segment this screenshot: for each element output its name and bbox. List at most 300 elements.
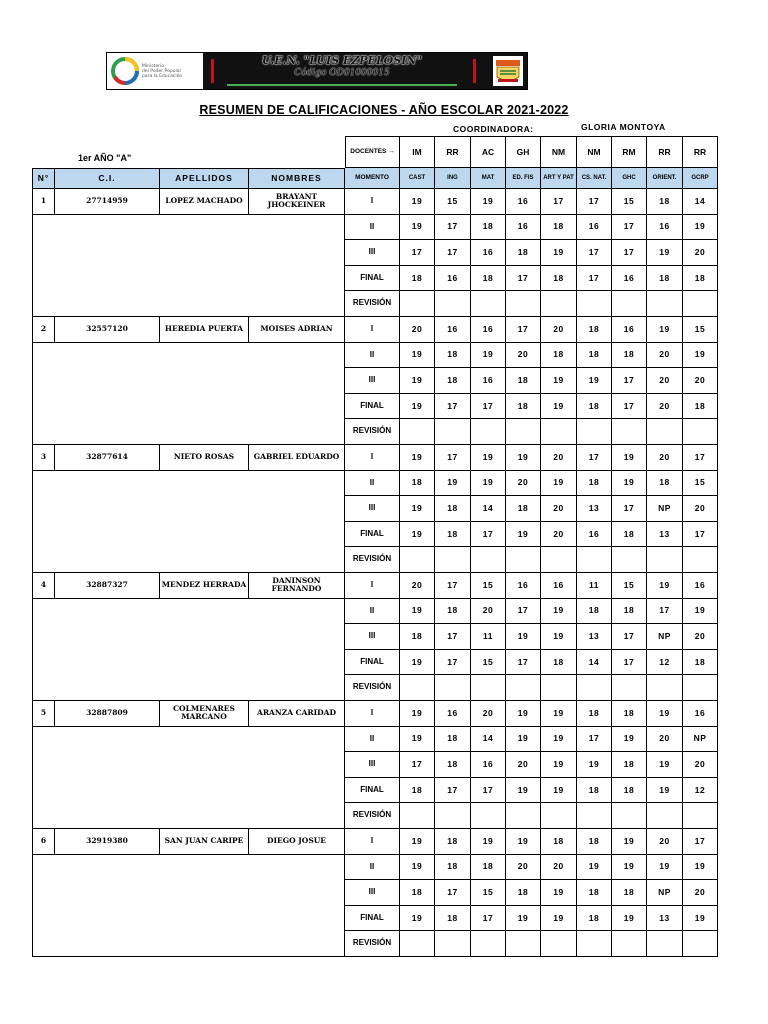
grade-cell xyxy=(647,803,683,829)
grade-cell xyxy=(506,675,541,701)
teacher-initials: GH xyxy=(506,136,541,168)
student-apellidos: HEREDIA PUERTA xyxy=(160,317,249,343)
grade-cell: 17 xyxy=(541,189,577,215)
momento-label: FINAL xyxy=(345,778,400,804)
momento-label: I xyxy=(345,445,400,471)
grade-cell: 15 xyxy=(435,189,471,215)
momento-label: I xyxy=(345,317,400,343)
grade-cell: 20 xyxy=(647,368,683,394)
momento-label: REVISIÓN xyxy=(345,419,400,445)
grade-cell: 19 xyxy=(683,215,718,241)
grade-cell xyxy=(612,931,647,957)
grade-cell: 16 xyxy=(683,701,718,727)
grade-cell: 18 xyxy=(400,266,435,292)
grade-cell xyxy=(541,803,577,829)
grade-cell xyxy=(647,291,683,317)
document-title: RESUMEN DE CALIFICACIONES - AÑO ESCOLAR 2021-2022 xyxy=(199,103,569,117)
grade-cell: 19 xyxy=(400,829,435,855)
year-section-label: 1er AÑO "A" xyxy=(78,153,132,163)
grade-cell xyxy=(647,547,683,573)
grade-cell: 17 xyxy=(683,522,718,548)
grade-cell: 19 xyxy=(400,189,435,215)
grade-cell: 19 xyxy=(506,778,541,804)
student-apellidos: NIETO ROSAS xyxy=(160,445,249,471)
grade-cell: 12 xyxy=(683,778,718,804)
grade-cell: 19 xyxy=(647,573,683,599)
grade-cell: 19 xyxy=(683,855,718,881)
grade-cell: 17 xyxy=(577,240,612,266)
grade-cell: 19 xyxy=(435,471,471,497)
momento-label: FINAL xyxy=(345,650,400,676)
momento-label: REVISIÓN xyxy=(345,547,400,573)
grade-cell: 16 xyxy=(612,266,647,292)
grade-cell xyxy=(647,419,683,445)
grade-cell: 19 xyxy=(400,727,435,753)
student-nombres: GABRIEL EDUARDO xyxy=(249,445,345,471)
grade-cell: 19 xyxy=(471,471,506,497)
grade-cell: 19 xyxy=(506,624,541,650)
grade-cell: 19 xyxy=(647,317,683,343)
grade-cell: 15 xyxy=(471,880,506,906)
grade-cell: 18 xyxy=(435,368,471,394)
grade-cell: 16 xyxy=(612,317,647,343)
grade-cell: 18 xyxy=(541,215,577,241)
grade-cell xyxy=(612,675,647,701)
momento-label: III xyxy=(345,624,400,650)
grade-cell: 19 xyxy=(577,855,612,881)
grade-cell xyxy=(612,419,647,445)
student-blank-area xyxy=(32,599,345,701)
grade-cell: 18 xyxy=(471,215,506,241)
grade-cell: 18 xyxy=(435,727,471,753)
grade-cell: 19 xyxy=(683,343,718,369)
grade-cell: 19 xyxy=(400,650,435,676)
grade-cell: 19 xyxy=(612,855,647,881)
grade-cell: 19 xyxy=(577,368,612,394)
grade-cell xyxy=(577,419,612,445)
grade-cell: 20 xyxy=(647,727,683,753)
student-blank-area xyxy=(32,471,345,573)
grade-cell: 17 xyxy=(435,240,471,266)
grade-cell: 18 xyxy=(506,496,541,522)
grade-cell: 19 xyxy=(400,215,435,241)
grade-cell: 19 xyxy=(612,727,647,753)
momento-label: III xyxy=(345,752,400,778)
momento-label: II xyxy=(345,727,400,753)
momento-label: FINAL xyxy=(345,522,400,548)
grade-cell: 17 xyxy=(612,368,647,394)
grade-cell: 18 xyxy=(506,368,541,394)
grade-cell: 17 xyxy=(435,445,471,471)
subject-header: ED. FIS xyxy=(506,168,541,189)
grade-cell: 16 xyxy=(541,573,577,599)
grade-cell xyxy=(541,291,577,317)
col-header-apellidos: APELLIDOS xyxy=(160,168,249,189)
grade-cell: 20 xyxy=(647,394,683,420)
grade-cell: 20 xyxy=(541,317,577,343)
teacher-initials: RR xyxy=(647,136,683,168)
grade-cell: 20 xyxy=(541,522,577,548)
grade-cell: 19 xyxy=(506,445,541,471)
grade-cell: 19 xyxy=(541,880,577,906)
grade-cell: 20 xyxy=(400,573,435,599)
student-blank-area xyxy=(32,215,345,317)
grade-cell: 19 xyxy=(541,752,577,778)
grade-cell: 17 xyxy=(612,394,647,420)
grade-cell: 18 xyxy=(435,522,471,548)
momento-label: I xyxy=(345,573,400,599)
school-code: Código OD01000015 xyxy=(294,68,390,78)
grade-cell: 18 xyxy=(577,701,612,727)
momento-label: II xyxy=(345,855,400,881)
grade-cell: 16 xyxy=(577,215,612,241)
grade-cell: 19 xyxy=(541,394,577,420)
grade-cell: 18 xyxy=(506,240,541,266)
momento-label: FINAL xyxy=(345,266,400,292)
teacher-initials: NM xyxy=(577,136,612,168)
grade-cell: 18 xyxy=(506,880,541,906)
grade-cell: 18 xyxy=(612,752,647,778)
grade-cell: 17 xyxy=(612,240,647,266)
grade-cell: 20 xyxy=(471,599,506,625)
col-header-nombres: NOMBRES xyxy=(249,168,345,189)
grade-cell: 19 xyxy=(647,752,683,778)
grade-cell: 17 xyxy=(683,445,718,471)
grade-cell: 14 xyxy=(577,650,612,676)
grade-cell: 17 xyxy=(400,240,435,266)
grade-cell: 19 xyxy=(612,829,647,855)
grade-cell: 18 xyxy=(612,343,647,369)
grade-cell xyxy=(683,547,718,573)
student-number: 1 xyxy=(32,189,55,215)
grade-cell: 19 xyxy=(400,445,435,471)
subject-header: CS. NAT. xyxy=(577,168,612,189)
grade-cell: 19 xyxy=(400,599,435,625)
grade-cell: 17 xyxy=(612,215,647,241)
grade-cell: 20 xyxy=(647,445,683,471)
grade-cell: 20 xyxy=(506,471,541,497)
coordinator-label: COORDINADORA: xyxy=(453,124,534,134)
momento-label: I xyxy=(345,189,400,215)
grade-cell: 19 xyxy=(400,522,435,548)
grade-cell: 17 xyxy=(435,778,471,804)
grade-cell: 16 xyxy=(435,701,471,727)
student-nombres: BRAYANT JHOCKEINER xyxy=(249,189,345,215)
grade-cell: 16 xyxy=(506,573,541,599)
grade-cell: 15 xyxy=(612,573,647,599)
grade-cell: 17 xyxy=(647,599,683,625)
grade-cell xyxy=(400,419,435,445)
grade-cell: NP xyxy=(647,624,683,650)
grade-cell: 16 xyxy=(647,215,683,241)
grade-cell: 19 xyxy=(541,624,577,650)
grade-cell: 18 xyxy=(541,829,577,855)
grade-cell: 19 xyxy=(612,445,647,471)
grade-cell: 19 xyxy=(577,752,612,778)
grade-cell: 20 xyxy=(541,855,577,881)
grade-cell: 20 xyxy=(683,880,718,906)
grade-cell: 18 xyxy=(612,701,647,727)
momento-label: REVISIÓN xyxy=(345,291,400,317)
grade-cell: 18 xyxy=(647,189,683,215)
grade-cell: 19 xyxy=(612,906,647,932)
grade-cell: 18 xyxy=(612,599,647,625)
subject-header: ORIENT. xyxy=(647,168,683,189)
momento-label: FINAL xyxy=(345,394,400,420)
grade-cell: 19 xyxy=(541,471,577,497)
grade-cell: 19 xyxy=(471,343,506,369)
grade-cell: 18 xyxy=(541,650,577,676)
grade-cell xyxy=(400,675,435,701)
grade-cell xyxy=(506,547,541,573)
grade-cell: 18 xyxy=(683,394,718,420)
grade-cell: 20 xyxy=(471,701,506,727)
grade-cell: 15 xyxy=(471,650,506,676)
grade-cell: NP xyxy=(647,880,683,906)
momento-label: II xyxy=(345,215,400,241)
teacher-initials: NM xyxy=(541,136,577,168)
grade-cell: 18 xyxy=(683,266,718,292)
student-ci: 27714959 xyxy=(55,189,160,215)
grade-cell xyxy=(506,291,541,317)
student-number: 3 xyxy=(32,445,55,471)
grade-cell: 17 xyxy=(577,266,612,292)
grade-cell: NP xyxy=(647,496,683,522)
grade-cell: 19 xyxy=(400,855,435,881)
grade-cell: 18 xyxy=(435,752,471,778)
student-nombres: DIEGO JOSUE xyxy=(249,829,345,855)
grade-cell: 16 xyxy=(471,752,506,778)
grade-cell: 18 xyxy=(647,471,683,497)
grade-cell: 17 xyxy=(577,445,612,471)
grade-cell xyxy=(506,419,541,445)
grade-cell: 17 xyxy=(435,573,471,599)
subject-header: ING xyxy=(435,168,471,189)
school-name: U.E.N. "LUIS EZPELOSIN" xyxy=(261,54,423,67)
grade-cell: 19 xyxy=(647,855,683,881)
grade-cell: 19 xyxy=(506,829,541,855)
grade-cell: 18 xyxy=(577,317,612,343)
grade-cell: 17 xyxy=(400,752,435,778)
grade-cell: 18 xyxy=(400,471,435,497)
grade-cell: 20 xyxy=(541,445,577,471)
grade-cell: 19 xyxy=(400,701,435,727)
grade-cell: 18 xyxy=(435,855,471,881)
grade-cell: 16 xyxy=(435,317,471,343)
grade-cell xyxy=(683,419,718,445)
grade-cell: 20 xyxy=(400,317,435,343)
grade-cell: 19 xyxy=(506,727,541,753)
grade-cell: 20 xyxy=(683,624,718,650)
grade-cell: 17 xyxy=(435,394,471,420)
grade-cell: 17 xyxy=(683,829,718,855)
student-nombres: ARANZA CARIDAD xyxy=(249,701,345,727)
grade-cell: 17 xyxy=(506,599,541,625)
momento-label: II xyxy=(345,599,400,625)
grade-cell: 18 xyxy=(435,829,471,855)
momento-label: REVISIÓN xyxy=(345,803,400,829)
grade-cell: 17 xyxy=(506,266,541,292)
momento-label: III xyxy=(345,240,400,266)
grade-cell: 17 xyxy=(435,880,471,906)
grade-cell: 18 xyxy=(541,266,577,292)
grade-cell xyxy=(577,803,612,829)
grade-cell: 18 xyxy=(612,880,647,906)
momento-label: II xyxy=(345,343,400,369)
grade-cell: 19 xyxy=(647,778,683,804)
grade-cell: 16 xyxy=(471,368,506,394)
teacher-initials: RM xyxy=(612,136,647,168)
momento-label: FINAL xyxy=(345,906,400,932)
student-apellidos: SAN JUAN CARIPE xyxy=(160,829,249,855)
grade-cell: 19 xyxy=(541,906,577,932)
grade-cell: 17 xyxy=(577,727,612,753)
momento-label: III xyxy=(345,880,400,906)
grade-cell: 11 xyxy=(577,573,612,599)
grade-cell xyxy=(435,803,471,829)
grade-cell: 18 xyxy=(683,650,718,676)
grade-cell: 19 xyxy=(647,701,683,727)
grade-cell: 20 xyxy=(506,343,541,369)
student-ci: 32887327 xyxy=(55,573,160,599)
momento-label: I xyxy=(345,701,400,727)
grade-cell: 13 xyxy=(577,624,612,650)
grade-cell xyxy=(435,547,471,573)
grade-cell: 19 xyxy=(647,240,683,266)
teacher-initials: RR xyxy=(683,136,718,168)
grade-cell: 18 xyxy=(506,394,541,420)
momento-label: I xyxy=(345,829,400,855)
grade-cell xyxy=(435,931,471,957)
grade-cell: 18 xyxy=(400,624,435,650)
grade-cell: 15 xyxy=(612,189,647,215)
col-header-ci: C.I. xyxy=(55,168,160,189)
grade-cell xyxy=(612,547,647,573)
grade-cell xyxy=(647,931,683,957)
grade-cell: 18 xyxy=(577,778,612,804)
grade-cell xyxy=(647,675,683,701)
grade-cell xyxy=(577,675,612,701)
grade-cell xyxy=(400,291,435,317)
grade-cell: 17 xyxy=(471,778,506,804)
grade-cell: 18 xyxy=(471,266,506,292)
grade-cell: 17 xyxy=(612,624,647,650)
student-ci: 32919380 xyxy=(55,829,160,855)
grade-cell xyxy=(577,547,612,573)
grade-cell: 18 xyxy=(577,829,612,855)
momento-label: III xyxy=(345,496,400,522)
grade-cell: 16 xyxy=(683,573,718,599)
grade-cell xyxy=(471,547,506,573)
grade-cell: 20 xyxy=(683,496,718,522)
coordinator-name: GLORIA MONTOYA xyxy=(581,122,666,132)
grade-cell xyxy=(471,419,506,445)
teacher-initials: IM xyxy=(400,136,435,168)
momento-label: REVISIÓN xyxy=(345,931,400,957)
grade-cell: 12 xyxy=(647,650,683,676)
grade-cell: 19 xyxy=(471,829,506,855)
grade-cell: 19 xyxy=(471,445,506,471)
grade-cell xyxy=(577,291,612,317)
grade-cell: 19 xyxy=(683,906,718,932)
grade-cell: 17 xyxy=(435,650,471,676)
grade-cell xyxy=(612,803,647,829)
grade-cell: 18 xyxy=(577,880,612,906)
grade-cell: 19 xyxy=(400,343,435,369)
grade-cell: 16 xyxy=(577,522,612,548)
grade-cell: 20 xyxy=(506,752,541,778)
ministry-text: Ministerio del Poder Popular para la Educación xyxy=(142,63,183,79)
grade-cell: 19 xyxy=(400,906,435,932)
grade-cell: 17 xyxy=(435,215,471,241)
student-number: 5 xyxy=(32,701,55,727)
grade-cell: 19 xyxy=(541,727,577,753)
col-header-momento: MOMENTO xyxy=(345,168,400,189)
student-blank-area xyxy=(32,343,345,445)
student-blank-area xyxy=(32,855,345,957)
grade-cell: 16 xyxy=(506,189,541,215)
grade-cell: 19 xyxy=(541,701,577,727)
grade-cell: 19 xyxy=(400,368,435,394)
grade-cell: 14 xyxy=(471,496,506,522)
grade-cell: 17 xyxy=(435,624,471,650)
grade-cell: 17 xyxy=(471,394,506,420)
grade-cell: 17 xyxy=(471,522,506,548)
grade-cell: 20 xyxy=(541,496,577,522)
grade-cell: 19 xyxy=(506,522,541,548)
grade-cell: 18 xyxy=(577,471,612,497)
grade-cell xyxy=(612,291,647,317)
grade-cell xyxy=(471,675,506,701)
student-apellidos: COLMENARES MARCANO xyxy=(160,701,249,727)
student-apellidos: MENDEZ HERRADA xyxy=(160,573,249,599)
grade-cell: 19 xyxy=(400,394,435,420)
grade-cell: 13 xyxy=(577,496,612,522)
grade-cell: 15 xyxy=(471,573,506,599)
grade-cell xyxy=(541,419,577,445)
grade-cell: 17 xyxy=(471,906,506,932)
grade-cell: 16 xyxy=(471,317,506,343)
grade-cell: 18 xyxy=(435,599,471,625)
grade-cell: 18 xyxy=(612,778,647,804)
subject-header: ART Y PAT xyxy=(541,168,577,189)
grade-cell xyxy=(400,547,435,573)
grade-cell: 18 xyxy=(647,266,683,292)
subject-header: GHC xyxy=(612,168,647,189)
docentes-label: DOCENTES → xyxy=(345,136,400,168)
grade-cell: 19 xyxy=(506,906,541,932)
grade-cell: 19 xyxy=(541,778,577,804)
grade-cell: 13 xyxy=(647,522,683,548)
grade-cell: 20 xyxy=(647,343,683,369)
student-blank-area xyxy=(32,727,345,829)
grade-cell: 20 xyxy=(683,752,718,778)
grade-cell: 20 xyxy=(683,368,718,394)
teacher-initials: RR xyxy=(435,136,471,168)
grade-cell: 17 xyxy=(612,650,647,676)
student-number: 2 xyxy=(32,317,55,343)
subject-header: GCRP xyxy=(683,168,718,189)
student-number: 4 xyxy=(32,573,55,599)
grade-cell: 18 xyxy=(577,343,612,369)
grade-cell xyxy=(471,803,506,829)
grade-cell: 18 xyxy=(435,343,471,369)
momento-label: REVISIÓN xyxy=(345,675,400,701)
grade-cell: 20 xyxy=(647,829,683,855)
grade-cell: 18 xyxy=(400,778,435,804)
grade-cell xyxy=(683,291,718,317)
student-nombres: MOISES ADRIAN xyxy=(249,317,345,343)
